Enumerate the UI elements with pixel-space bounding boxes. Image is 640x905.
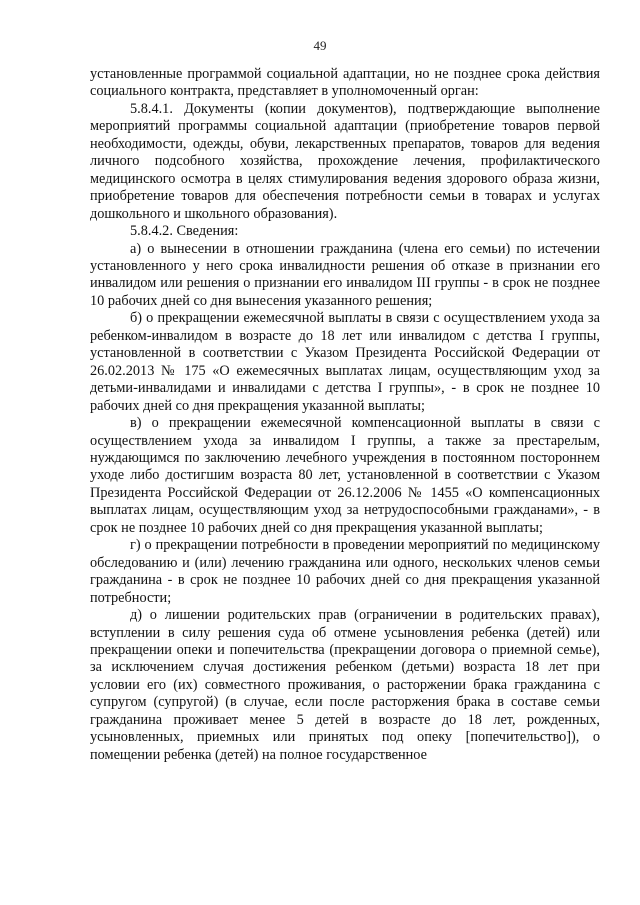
- paragraph-item-g: г) о прекращении потребности в проведении мероприятий по медицинскому обследованию и (или) лечению гражданина или одного, нескольких членов семьи гражданина - в срок не позднее 10 рабочих дней со дня прекращения указанной потребности;: [90, 537, 600, 606]
- paragraph-5-8-4-2: 5.8.4.2. Сведения:: [130, 223, 239, 240]
- paragraph-item-b: б) о прекращении ежемесячной выплаты в связи с осуществлением ухода за ребенком-инвалидом в возрасте до 18 лет или инвалидом с детства I группы, установленной в соответствии с Указом Президента Российской Федерации от 26.02.2013 № 175 «О ежемесячных выплатах лицам, осуществляющим уход за детьми-инвалидами и инвалидами с детства I группы», - в срок не позднее 10 рабочих дней со дня прекращения указанной выплаты;: [90, 310, 600, 414]
- document-body: [90, 66, 600, 764]
- paragraph-5-8-4-1: 5.8.4.1. Документы (копии документов), подтверждающие выполнение мероприятий программы социальной адаптации (приобретение товаров первой необходимости, одежды, обуви, лекарственных препаратов, товаров для ведения личного подсобного хозяйства, прохождение лечения, профилактического медицинского осмотра в целях стимулирования ведения здорового образа жизни, приобретение товаров для обеспечения потребности семьи в товарах и услугах дошкольного и школьного образования).: [90, 100, 600, 222]
- paragraph-item-a: а) о вынесении в отношении гражданина (члена его семьи) по истечении установленного у него срока инвалидности решения об отказе в признании его инвалидом или решения о признании его инвалидом III группы - в срок не позднее 10 рабочих дней со дня вынесения указанного решения;: [90, 240, 600, 309]
- paragraph-item-v: в) о прекращении ежемесячной компенсационной выплаты в связи с осуществлением ухода за инвалидом I группы, а также за престарелым, нуждающимся по заключению лечебного учреждения в постоянном постороннем уходе либо достигшим возраста 80 лет, установленной в соответствии с Указом Президента Российской Федерации от 26.12.2006 № 1455 «О компенсационных выплатах лицам, осуществляющим уход за нетрудоспособными гражданами», - в срок не позднее 10 рабочих дней со дня прекращения указанной выплаты;: [90, 415, 600, 536]
- paragraph-intro-continuation: установленные программой социальной адаптации, но не позднее срока действия социального контракта, представляет в уполномоченный орган:: [90, 66, 600, 100]
- paragraph-item-d: д) о лишении родительских прав (ограничении в родительских правах), вступлении в силу решения суда об отмене усыновления ребенка (детей) или прекращении опеки и попечительства (прекращении договора о приемной семье), за исключением случая достижения ребенком (детьми) возраста 18 лет при условии его (их) совместного проживания, о расторжении брака гражданина с супругом (супругой) (в случае, если после расторжения брака в составе семьи гражданина проживает менее 5 детей в возрасте до 18 лет, рожденных, усыновленных, приемных или принятых под опеку [попечительство]), о помещении ребенка (детей) на полное государственное: [90, 607, 600, 763]
- page-number: 49: [313, 38, 327, 53]
